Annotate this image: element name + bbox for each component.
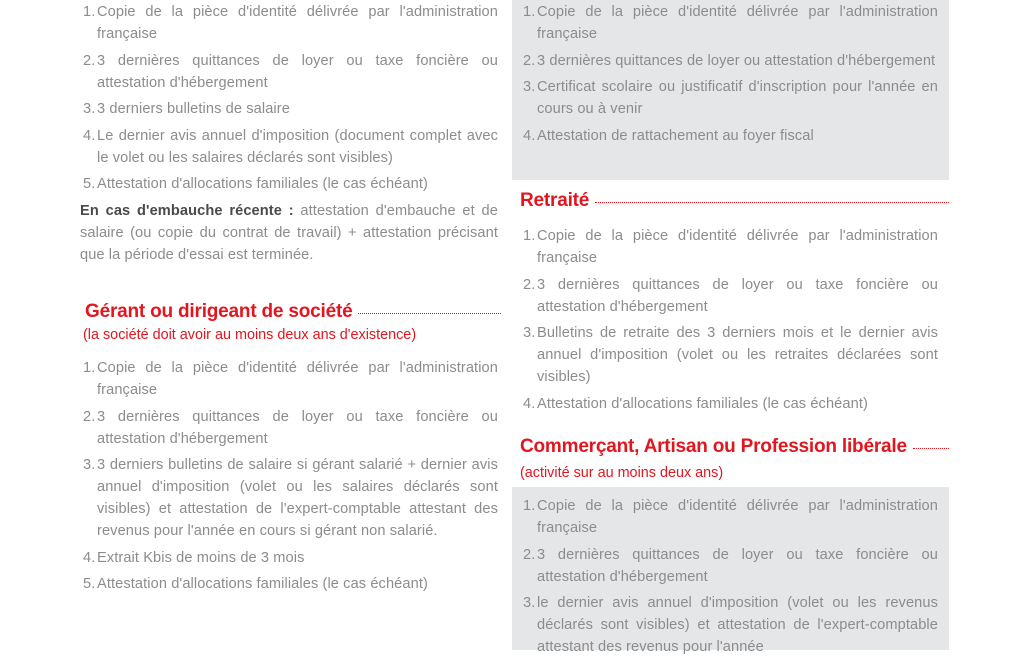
section-title-retraite: Retraité xyxy=(520,189,949,213)
list-item: 1. Copie de la pièce d'identité délivrée par l'administration française xyxy=(83,360,498,398)
retraite-section xyxy=(520,225,938,419)
commercant-section xyxy=(520,495,938,663)
list-item: 4. Attestation d'allocations familiales (le cas échéant) xyxy=(523,395,868,412)
list-item: 2. 3 dernières quittances de loyer ou taxe foncière ou attestation d'hébergement xyxy=(83,408,498,447)
gerant-section xyxy=(80,357,498,600)
list-item: 3. Bulletins de retraite des 3 derniers mois et le dernier avis annuel d'imposition (volet ou les retraites déclarées sont visibles) xyxy=(523,325,938,385)
gerant-doc-list xyxy=(80,357,498,595)
gerant-heading xyxy=(85,300,501,324)
list-item: 1. Copie de la pièce d'identité délivrée par l'administration française xyxy=(83,4,498,42)
list-item: 3. le dernier avis annuel d'imposition (volet ou les revenus déclarés sont visibles) et attestation de l'expert-comptable attestant des revenus pour l'année xyxy=(523,595,938,655)
etudiant-doc-list xyxy=(520,1,938,147)
section-title-commercant: Commerçant, Artisan ou Profession libérale xyxy=(520,435,949,459)
commercant-subtitle: (activité sur au moins deux ans) xyxy=(520,465,724,481)
list-item: 1. Copie de la pièce d'identité délivrée par l'administration française xyxy=(523,228,938,266)
etudiant-section xyxy=(520,1,938,151)
list-item: 2. 3 dernières quittances de loyer ou taxe foncière ou attestation d'hébergement xyxy=(523,276,938,315)
commercant-doc-list xyxy=(520,495,938,658)
list-item: 4. Attestation de rattachement au foyer fiscal xyxy=(523,127,814,144)
embauche-note xyxy=(80,200,498,266)
list-item: 4. Le dernier avis annuel d'imposition (document complet avec le volet ou les salaires déclarés sont visibles) xyxy=(83,127,498,166)
list-item: 4. Extrait Kbis de moins de 3 mois xyxy=(83,549,305,566)
gerant-subtitle: (la société doit avoir au moins deux ans d'existence) xyxy=(83,327,417,343)
list-item: 5. Attestation d'allocations familiales (le cas échéant) xyxy=(83,576,428,592)
title-dotted-rule xyxy=(358,313,501,314)
list-item: 2. 3 dernières quittances de loyer ou taxe foncière ou attestation d'hébergement xyxy=(83,52,498,91)
title-dotted-rule xyxy=(595,202,949,203)
list-item: 1. Copie de la pièce d'identité délivrée par l'administration française xyxy=(523,4,938,42)
commercant-heading xyxy=(520,435,949,459)
list-item: 3. 3 derniers bulletins de salaire si gérant salarié + dernier avis annuel d'imposition (volet ou les salaires déclarés sont visibles) et attestation de l'expert-comptable attestant des revenus pour l'année en cours si gérant non salarié. xyxy=(83,457,498,539)
retraite-heading xyxy=(520,189,949,213)
title-dotted-rule xyxy=(913,448,949,449)
section-title-gerant: Gérant ou dirigeant de société xyxy=(85,300,501,324)
list-item: 1. Copie de la pièce d'identité délivrée par l'administration française xyxy=(523,498,938,536)
salarie-section xyxy=(80,1,498,266)
list-item: 2. 3 dernières quittances de loyer ou taxe foncière ou attestation d'hébergement xyxy=(523,546,938,585)
list-item: 5. Attestation d'allocations familiales (le cas échéant) xyxy=(83,176,428,192)
list-item: 2. 3 dernières quittances de loyer ou attestation d'hébergement xyxy=(523,52,936,69)
retraite-doc-list xyxy=(520,225,938,415)
list-item: 3. 3 derniers bulletins de salaire xyxy=(83,101,290,117)
embauche-label: En cas d'embauche récente : xyxy=(80,202,294,219)
salarie-doc-list xyxy=(80,1,498,195)
embauche-text: attestation d'embauche et de salaire (ou copie du contrat de travail) + attestation précisant que la période d'essai est terminée. xyxy=(80,202,498,263)
list-item: 3. Certificat scolaire ou justificatif d'inscription pour l'année en cours ou à venir xyxy=(523,79,938,117)
